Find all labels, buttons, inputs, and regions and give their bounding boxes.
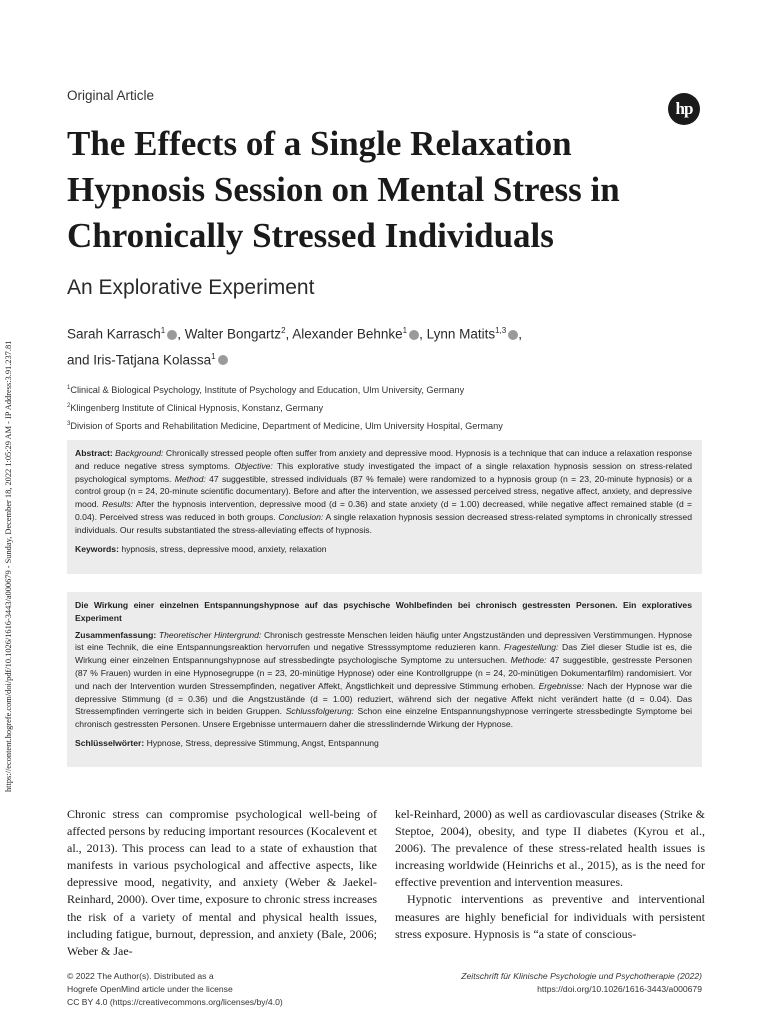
abstract-text <box>75 447 692 537</box>
affiliation-list <box>67 380 707 434</box>
section-label: Conclusion: <box>278 511 324 522</box>
author-name: Sarah Karrasch <box>67 326 161 342</box>
author-name: Lynn Matits <box>426 326 496 342</box>
journal-name: Zeitschrift für Klinische Psychologie und Psychotherapie (2022) <box>461 971 702 981</box>
german-results: Nach der Hypnose war die depressive Stimmung (d = 0.36) und die Angstzustände (d = 1.00) reduziert, während sich der negative Affekt nicht verändert hatte (d = 0.04). Das Stressempfinden verringerte sich in beiden Gruppen. <box>75 680 692 717</box>
license-line: © 2022 The Author(s). Distributed as a <box>67 971 214 981</box>
abstract-label: Abstract: <box>75 448 113 458</box>
german-question: Das Ziel dieser Studie ist es, die Wirkung einer einzelnen Entspannungshypnose auf stressbedingte psychologische Symptome zu untersuchen. <box>75 642 692 666</box>
abstract-results: After the hypnosis intervention, depressive mood (d = 0.36) and state anxiety (d = 1.00) decreased, while negative affect remained stable (d = 0.04). Perceived stress was reduced in both groups. <box>75 499 693 522</box>
german-keywords <box>75 737 692 750</box>
logo-text: hp <box>675 99 693 118</box>
author-affil-mark: 1 <box>402 326 408 335</box>
author-separator: , <box>518 326 522 342</box>
license-link[interactable]: CC BY 4.0 (https://creativecommons.org/licenses/by/4.0) <box>67 997 283 1007</box>
author-name: Walter Bongartz <box>184 326 282 342</box>
doi-link[interactable]: https://doi.org/10.1026/1616-3443/a000679 <box>537 984 702 994</box>
abstract-box <box>67 440 702 574</box>
german-abstract-box <box>67 592 702 767</box>
license-footer <box>67 970 283 1009</box>
article-type: Original Article <box>67 88 155 103</box>
section-label: Background: <box>115 448 164 458</box>
section-label: Methode: <box>510 655 547 666</box>
affiliation-number: 2 <box>67 403 71 410</box>
author-separator: , <box>285 326 293 342</box>
section-label: Method: <box>174 473 206 484</box>
affiliation-text: Clinical & Biological Psychology, Institute of Psychology and Education, Ulm University, Germany <box>70 385 465 396</box>
article-title: The Effects of a Single Relaxation Hypnosis Session on Mental Stress in Chronically Stressed Individuals <box>67 124 620 255</box>
body-paragraph: Chronic stress can compromise psychological well-being of affected persons by reducing important resources (Kocalevent et al., 2013). This process can lead to a state of exhaustion that manifests in various psychological and affective aspects, like depressive mood, negativity, and anxiety (Weber & Jaekel-Reinhard, 2000). Over time, exposure to chronic stress increases the risk of a variety of mental and physical health issues, including fatigue, burnout, depression, and anxiety (Bale, 2006; Weber & Jae- <box>67 807 377 958</box>
section-label: Fragestellung: <box>503 642 559 653</box>
download-watermark <box>0 0 18 1024</box>
abstract-conclusion: A single relaxation hypnosis session decreased stress-related symptoms in chronically stressed individuals. Our results substantiated the stress-alleviating effects of hypnosis. <box>75 511 692 535</box>
abstract-label: Zusammenfassung: <box>75 629 157 640</box>
affiliation-text: Division of Sports and Rehabilitation Medicine, Department of Medicine, Ulm University Hospital, Germany <box>70 421 503 432</box>
german-conclusion: Schon eine einzelne Entspannungshypnose verringerte stressbedingte Symptome bei chronisch gestressten Personen. Unsere Ergebnisse untermauern daher die stresslindernde Wirkung der Hypnose. <box>75 706 693 730</box>
abstract-background: Chronically stressed people often suffer from anxiety and depressive mood. Hypnosis is a technique that can induce a relaxation response and reduce negative stress symptoms. <box>75 448 692 471</box>
article-subtitle: An Explorative Experiment <box>67 276 315 299</box>
section-label: Ergebnisse: <box>538 680 584 691</box>
german-title: Die Wirkung einer einzelnen Entspannungshypnose auf das psychische Wohlbefinden bei chronisch gestressten Personen. Ein exploratives Experiment <box>75 600 692 623</box>
download-note: https://econtent.hogrefe.com/doi/pdf/10.1026/1616-3443/a000679 - Sunday, December 18, 2022 1:05:29 AM - IP Address:3.91.237.81 <box>4 340 13 792</box>
german-method: 47 suggestible, gestresste Personen (87 % Frauen) wurden in eine Hypnosegruppe (n = 23, 20-minütige Hypnose) oder eine Kontrollgruppe (n = 24, 20-minütigen Dokumentarfilm) randomisiert. Vor und nach der Intervention wurden Stressempfinden, negativer Affekt, Ängstlichkeit und depressive Stimmung erhoben. <box>75 655 693 691</box>
affiliation-item <box>67 398 707 416</box>
keywords <box>75 543 692 556</box>
body-column-left <box>67 806 377 960</box>
author-affil-mark: 1 <box>160 326 166 335</box>
keywords-text: hypnosis, stress, depressive mood, anxiety, relaxation <box>121 543 327 554</box>
section-label: Objective: <box>234 460 273 471</box>
journal-footer <box>461 970 702 996</box>
affiliation-text: Klingenberg Institute of Clinical Hypnosis, Konstanz, Germany <box>70 403 324 414</box>
keywords-label: Keywords: <box>75 543 119 554</box>
author-separator: , <box>177 326 185 342</box>
orcid-icon[interactable] <box>218 355 228 365</box>
german-background: Chronisch gestresste Menschen leiden häufig unter Angstzuständen und depressiven Verstimmungen. Hypnose ist eine Technik, die eine Entspannungsreaktion hervorrufen und negative Stresssymptome reduzieren kann. <box>75 629 693 653</box>
license-line: Hogrefe OpenMind article under the license <box>67 984 233 994</box>
affiliation-item <box>67 416 707 434</box>
orcid-icon[interactable] <box>508 330 518 340</box>
section-label: Schlussfolgerung: <box>285 706 354 717</box>
author-list <box>67 320 707 371</box>
keywords-text: Hypnose, Stress, depressive Stimmung, Angst, Entspannung <box>146 737 379 748</box>
section-label: Results: <box>102 499 134 510</box>
body-paragraph: kel-Reinhard, 2000) as well as cardiovascular diseases (Strike & Steptoe, 2004), obesity, and type II diabetes (Kyrou et al., 2006). The prevalence of these stress-related health issues is increasing worldwide (Heinrichs et al., 2015), as is the need for effective prevention and intervention measures. <box>395 807 705 890</box>
abstract-objective: This explorative study investigated the impact of a single relaxation hypnosis session on stress-related psychological symptoms. <box>75 460 693 484</box>
orcid-icon[interactable] <box>409 330 419 340</box>
author-affil-mark: 2 <box>281 326 286 335</box>
author-name: Alexander Behnke <box>292 326 403 342</box>
orcid-icon[interactable] <box>167 330 177 340</box>
affiliation-item <box>67 380 707 398</box>
body-column-right <box>395 806 705 943</box>
author-name: and Iris-Tatjana Kolassa <box>67 352 212 367</box>
affiliation-number: 1 <box>67 385 71 391</box>
author-separator: , <box>419 326 427 342</box>
body-paragraph: Hypnotic interventions as preventive and interventional measures are highly beneficial for individuals with persistent stress exposure. Hypnosis is “a state of conscious- <box>395 892 705 941</box>
author-affil-mark: 1,3 <box>495 326 507 335</box>
affiliation-number: 3 <box>67 421 71 428</box>
abstract-method: 47 suggestible, stressed individuals (87 % female) were randomized to a hypnosis group (n = 23, 20-minute hypnosis) or a control group (n = 24, 20-minute scientific documentary). Before and after the intervention, we assessed perceived stress, negative affect, anxiety, and depressive mood. <box>75 473 692 510</box>
german-abstract-text <box>75 629 692 731</box>
author-affil-mark: 1 <box>211 351 216 361</box>
section-label: Theoretischer Hintergrund: <box>158 629 262 640</box>
keywords-label: Schlüsselwörter: <box>75 737 145 748</box>
